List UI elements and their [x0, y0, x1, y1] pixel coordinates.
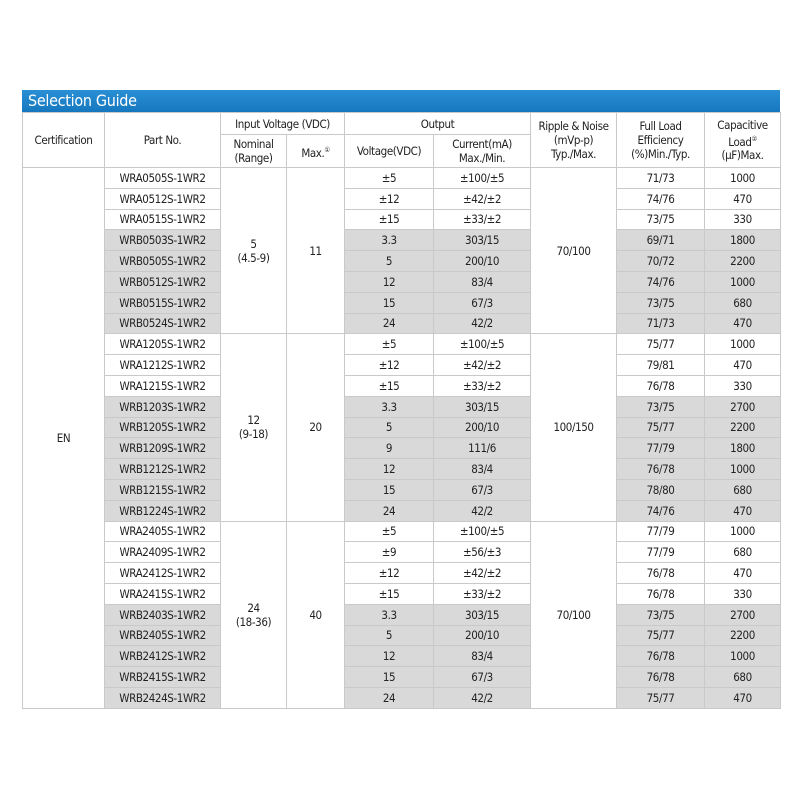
efficiency-cell: 75/77 — [617, 687, 705, 708]
part-no-cell: WRB1215S-1WR2 — [105, 479, 221, 500]
output-current-cell: ±100/±5 — [434, 334, 531, 355]
output-current-cell: 303/15 — [434, 396, 531, 417]
capacitive-load-cell: 680 — [705, 542, 781, 563]
part-no-cell: WRB0505S-1WR2 — [105, 251, 221, 272]
output-voltage-cell: 24 — [345, 500, 434, 521]
output-voltage-cell: 24 — [345, 687, 434, 708]
output-current-cell: 303/15 — [434, 604, 531, 625]
efficiency-cell: 76/78 — [617, 583, 705, 604]
output-voltage-cell: 3.3 — [345, 230, 434, 251]
nominal-value: 24 — [247, 600, 260, 615]
output-voltage-cell: ±5 — [345, 334, 434, 355]
part-no-cell: WRB2424S-1WR2 — [105, 687, 221, 708]
table-row — [23, 209, 781, 230]
table-row — [23, 355, 781, 376]
output-voltage-cell: 5 — [345, 417, 434, 438]
max-input-cell: 40 — [287, 521, 345, 708]
output-current-cell: 42/2 — [434, 313, 531, 334]
efficiency-cell: 74/76 — [617, 188, 705, 209]
output-voltage-cell: 3.3 — [345, 604, 434, 625]
efficiency-cell: 75/77 — [617, 417, 705, 438]
ripple-noise-cell: 100/150 — [531, 334, 617, 521]
header-efficiency: Full Load Efficiency (%)Min./Typ. — [617, 113, 705, 168]
capacitive-load-cell: 680 — [705, 667, 781, 688]
capacitive-load-cell: 470 — [705, 188, 781, 209]
header-nominal: Nominal (Range) — [221, 135, 287, 168]
nominal-input-cell — [221, 334, 287, 521]
table-row — [23, 521, 781, 542]
header-current: Current(mA) Max./Min. — [434, 135, 531, 168]
efficiency-cell: 76/78 — [617, 459, 705, 480]
capacitive-load-cell: 1800 — [705, 438, 781, 459]
part-no-cell: WRB2403S-1WR2 — [105, 604, 221, 625]
efficiency-cell: 76/78 — [617, 563, 705, 584]
output-voltage-cell: 9 — [345, 438, 434, 459]
capacitive-load-cell: 1000 — [705, 521, 781, 542]
ripple-noise-cell: 70/100 — [531, 521, 617, 708]
output-current-cell: 83/4 — [434, 271, 531, 292]
output-voltage-cell: ±12 — [345, 188, 434, 209]
output-voltage-cell: 5 — [345, 625, 434, 646]
table-row — [23, 188, 781, 209]
header-output: Output — [345, 113, 531, 135]
capacitive-load-cell: 470 — [705, 500, 781, 521]
table-row — [23, 667, 781, 688]
output-current-cell: ±33/±2 — [434, 209, 531, 230]
output-current-cell: 303/15 — [434, 230, 531, 251]
part-no-cell: WRA0515S-1WR2 — [105, 209, 221, 230]
part-no-cell: WRB2412S-1WR2 — [105, 646, 221, 667]
part-no-cell: WRA2405S-1WR2 — [105, 521, 221, 542]
output-voltage-cell: ±9 — [345, 542, 434, 563]
part-no-cell: WRB0524S-1WR2 — [105, 313, 221, 334]
output-current-cell: ±100/±5 — [434, 521, 531, 542]
table-row — [23, 604, 781, 625]
header-part-no: Part No. — [105, 113, 221, 168]
output-voltage-cell: 5 — [345, 251, 434, 272]
output-voltage-cell: 15 — [345, 667, 434, 688]
efficiency-cell: 79/81 — [617, 355, 705, 376]
output-current-cell: 200/10 — [434, 625, 531, 646]
output-current-cell: 42/2 — [434, 500, 531, 521]
part-no-cell: WRB0515S-1WR2 — [105, 292, 221, 313]
capacitive-load-cell: 470 — [705, 355, 781, 376]
efficiency-cell: 71/73 — [617, 313, 705, 334]
nominal-input-cell — [221, 168, 287, 334]
table-row — [23, 334, 781, 355]
output-current-cell: ±42/±2 — [434, 188, 531, 209]
table-row — [23, 438, 781, 459]
table-row — [23, 292, 781, 313]
output-current-cell: ±100/±5 — [434, 168, 531, 189]
part-no-cell: WRB2415S-1WR2 — [105, 667, 221, 688]
part-no-cell: WRB1203S-1WR2 — [105, 396, 221, 417]
part-no-cell: WRA1212S-1WR2 — [105, 355, 221, 376]
capacitive-load-cell: 1000 — [705, 168, 781, 189]
table-row — [23, 625, 781, 646]
efficiency-cell: 73/75 — [617, 209, 705, 230]
efficiency-cell: 73/75 — [617, 604, 705, 625]
output-current-cell: 200/10 — [434, 417, 531, 438]
capacitive-load-cell: 2700 — [705, 604, 781, 625]
efficiency-cell: 76/78 — [617, 375, 705, 396]
range-value: (9-18) — [238, 427, 269, 442]
output-voltage-cell: 15 — [345, 292, 434, 313]
capacitive-load-cell: 1000 — [705, 646, 781, 667]
output-voltage-cell: 3.3 — [345, 396, 434, 417]
part-no-cell: WRA1205S-1WR2 — [105, 334, 221, 355]
part-no-cell: WRA2415S-1WR2 — [105, 583, 221, 604]
output-current-cell: 67/3 — [434, 667, 531, 688]
capacitive-load-cell: 1000 — [705, 334, 781, 355]
output-voltage-cell: 24 — [345, 313, 434, 334]
table-row — [23, 375, 781, 396]
header-certification: Certification — [23, 113, 105, 168]
table-row — [23, 459, 781, 480]
output-voltage-cell: ±15 — [345, 209, 434, 230]
header-ripple: Ripple & Noise (mVp-p) Typ./Max. — [531, 113, 617, 168]
capacitive-load-cell: 1000 — [705, 271, 781, 292]
section-title: Selection Guide — [22, 90, 780, 112]
part-no-cell: WRB0503S-1WR2 — [105, 230, 221, 251]
output-voltage-cell: ±12 — [345, 563, 434, 584]
efficiency-cell: 76/78 — [617, 646, 705, 667]
part-no-cell: WRA0505S-1WR2 — [105, 168, 221, 189]
output-voltage-cell: ±15 — [345, 375, 434, 396]
efficiency-cell: 71/73 — [617, 168, 705, 189]
part-no-cell: WRA0512S-1WR2 — [105, 188, 221, 209]
selection-table — [22, 112, 781, 709]
capacitive-load-cell: 470 — [705, 563, 781, 584]
efficiency-cell: 70/72 — [617, 251, 705, 272]
table-row — [23, 687, 781, 708]
capacitive-load-cell: 330 — [705, 375, 781, 396]
part-no-cell: WRB1205S-1WR2 — [105, 417, 221, 438]
header-input-voltage: Input Voltage (VDC) — [221, 113, 345, 135]
capacitive-load-cell: 470 — [705, 313, 781, 334]
table-row — [23, 396, 781, 417]
nominal-value: 12 — [247, 413, 260, 428]
table-row — [23, 583, 781, 604]
capacitive-load-cell: 680 — [705, 479, 781, 500]
efficiency-cell: 75/77 — [617, 625, 705, 646]
table-row — [23, 479, 781, 500]
efficiency-cell: 74/76 — [617, 500, 705, 521]
output-current-cell: ±33/±2 — [434, 583, 531, 604]
output-current-cell: 200/10 — [434, 251, 531, 272]
output-current-cell: 83/4 — [434, 459, 531, 480]
max-input-cell: 20 — [287, 334, 345, 521]
efficiency-cell: 77/79 — [617, 542, 705, 563]
range-value: (18-36) — [235, 614, 272, 629]
output-voltage-cell: ±12 — [345, 355, 434, 376]
output-current-cell: 67/3 — [434, 292, 531, 313]
table-row — [23, 417, 781, 438]
nominal-value: 5 — [250, 236, 257, 251]
table-row — [23, 563, 781, 584]
efficiency-cell: 77/79 — [617, 521, 705, 542]
output-voltage-cell: 12 — [345, 271, 434, 292]
efficiency-cell: 78/80 — [617, 479, 705, 500]
part-no-cell: WRB1212S-1WR2 — [105, 459, 221, 480]
output-current-cell: ±42/±2 — [434, 355, 531, 376]
capacitive-load-cell: 2200 — [705, 417, 781, 438]
header-voltage: Voltage(VDC) — [345, 135, 434, 168]
output-current-cell: ±42/±2 — [434, 563, 531, 584]
part-no-cell: WRA2412S-1WR2 — [105, 563, 221, 584]
range-value: (4.5-9) — [237, 250, 270, 265]
part-no-cell: WRA2409S-1WR2 — [105, 542, 221, 563]
ripple-noise-cell: 70/100 — [531, 168, 617, 334]
part-no-cell: WRB1224S-1WR2 — [105, 500, 221, 521]
capacitive-load-cell: 2200 — [705, 251, 781, 272]
table-row — [23, 313, 781, 334]
efficiency-cell: 73/75 — [617, 396, 705, 417]
output-current-cell: 111/6 — [434, 438, 531, 459]
output-current-cell: ±33/±2 — [434, 375, 531, 396]
efficiency-cell: 74/76 — [617, 271, 705, 292]
capacitive-load-cell: 2700 — [705, 396, 781, 417]
capacitive-load-cell: 1000 — [705, 459, 781, 480]
capacitive-load-cell: 1800 — [705, 230, 781, 251]
table-row — [23, 500, 781, 521]
capacitive-load-cell: 2200 — [705, 625, 781, 646]
efficiency-cell: 75/77 — [617, 334, 705, 355]
efficiency-cell: 73/75 — [617, 292, 705, 313]
capacitive-load-cell: 330 — [705, 209, 781, 230]
header-capacitive-load: Capacitive Load② (µF)Max. — [705, 113, 781, 168]
table-row — [23, 230, 781, 251]
efficiency-cell: 76/78 — [617, 667, 705, 688]
output-voltage-cell: ±15 — [345, 583, 434, 604]
part-no-cell: WRB2405S-1WR2 — [105, 625, 221, 646]
output-voltage-cell: 15 — [345, 479, 434, 500]
part-no-cell: WRB0512S-1WR2 — [105, 271, 221, 292]
output-current-cell: 67/3 — [434, 479, 531, 500]
table-row — [23, 542, 781, 563]
capacitive-load-cell: 330 — [705, 583, 781, 604]
output-voltage-cell: 12 — [345, 646, 434, 667]
output-voltage-cell: 12 — [345, 459, 434, 480]
table-row — [23, 646, 781, 667]
header-max: Max.① — [287, 135, 345, 168]
efficiency-cell: 77/79 — [617, 438, 705, 459]
capacitive-load-cell: 470 — [705, 687, 781, 708]
output-current-cell: ±56/±3 — [434, 542, 531, 563]
certification-cell: EN — [23, 168, 105, 709]
output-voltage-cell: ±5 — [345, 521, 434, 542]
max-input-cell: 11 — [287, 168, 345, 334]
part-no-cell: WRA1215S-1WR2 — [105, 375, 221, 396]
output-current-cell: 42/2 — [434, 687, 531, 708]
efficiency-cell: 69/71 — [617, 230, 705, 251]
selection-guide — [22, 90, 780, 709]
table-row — [23, 168, 781, 189]
capacitive-load-cell: 680 — [705, 292, 781, 313]
output-voltage-cell: ±5 — [345, 168, 434, 189]
part-no-cell: WRB1209S-1WR2 — [105, 438, 221, 459]
nominal-input-cell — [221, 521, 287, 708]
table-row — [23, 251, 781, 272]
output-current-cell: 83/4 — [434, 646, 531, 667]
table-row — [23, 271, 781, 292]
